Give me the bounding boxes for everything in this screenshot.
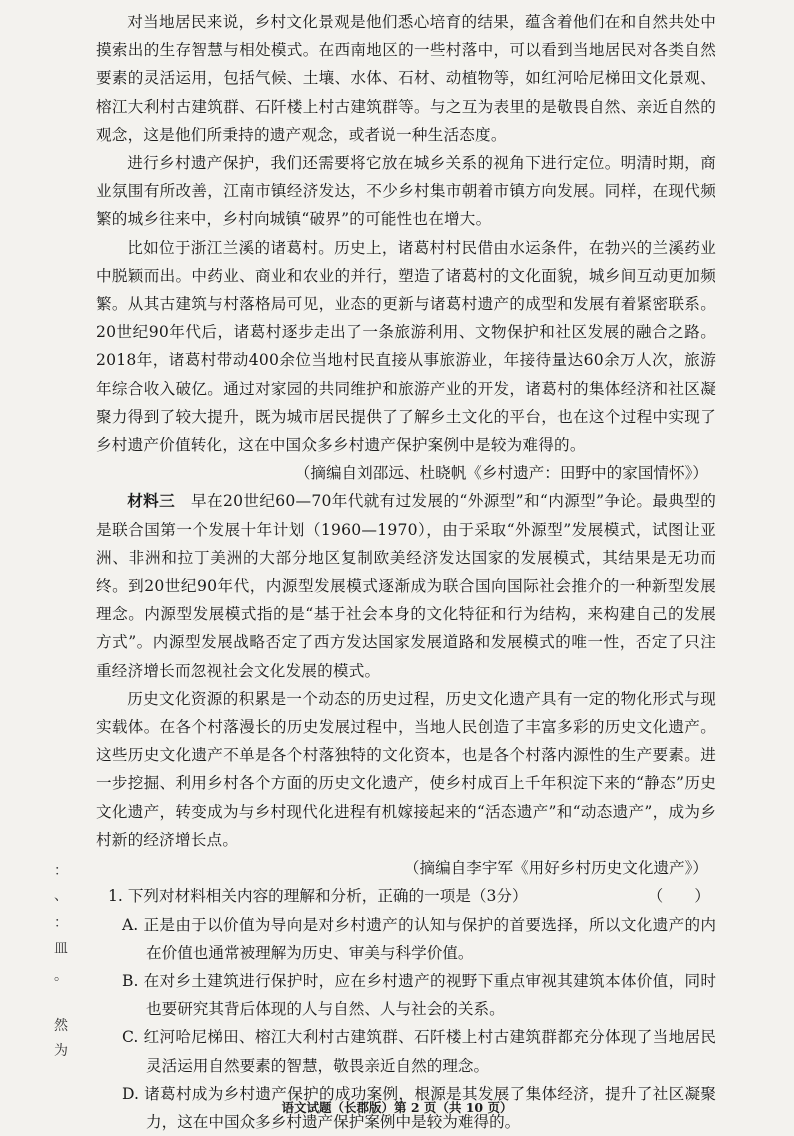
- page-footer: 语文试题（长郡版）第 2 页（共 10 页）: [281, 1100, 513, 1115]
- paragraph: 对当地居民来说，乡村文化景观是他们悉心培育的结果，蕴含着他们在和自然共处中摸索出的生存智慧与相处模式。在西南地区的一些村落中，可以看到当地居民对各类自然要素的灵活运用，包括气候、土壤、水体、石材、动植物等，如红河哈尼梯田文化景观、榕江大利村古建筑群、石阡楼上村古建筑群等。与之互为表里的是敬畏自然、亲近自然的观念，这是他们所秉持的遗产观念，或者说一种生活态度。: [96, 13, 716, 144]
- margin-mark: ：: [54, 863, 68, 879]
- exam-page: [96, 8, 716, 1136]
- source-citation: （摘编自刘邵远、杜晓帆《乡村遗产：田野中的家国情怀》）: [294, 464, 708, 483]
- margin-mark: 为: [54, 1043, 68, 1059]
- margin-mark: 。: [54, 968, 68, 984]
- option-a[interactable]: A. 正是由于以价值为导向是对乡村遗产的认知与保护的首要选择，所以文化遗产的内在价值也通常被理解为历史、审美与科学价值。: [122, 915, 716, 962]
- source-citation: （摘编自李宇军《用好乡村历史文化遗产》）: [403, 859, 708, 878]
- margin-mark: 、: [54, 888, 68, 904]
- material-three-paragraph: [96, 487, 716, 684]
- option-c[interactable]: C. 红河哈尼梯田、榕江大利村古建筑群、石阡楼上村古建筑群都充分体现了当地居民灵活运用自然要素的智慧，敬畏亲近自然的理念。: [122, 1028, 716, 1075]
- answer-bracket[interactable]: （ ）: [647, 887, 710, 906]
- question-stem: 1. 下列对材料相关内容的理解和分析，正确的一项是（3分）: [108, 887, 528, 906]
- material-text: 早在20世纪60—70年代就有过发展的“外源型”和“内源型”争论。最典型的是联合国第一个发展十年计划（1960—1970），由于采取“外源型”发展模式，试图让亚洲、非洲和拉丁美洲的大部分地区复制欧美经济发达国家的发展模式，其结果是无功而终。到20世纪90年代，内源型发展模式逐渐成为联合国向国际社会推介的一种新型发展理念。内源型发展模式指的是“基于社会本身的文化特征和行为结构，来构建自己的发展方式”。内源型发展战略否定了西方发达国家发展道路和发展模式的唯一性，否定了只注重经济增长而忽视社会文化发展的模式。: [96, 492, 717, 680]
- margin-mark: 然: [54, 1018, 68, 1034]
- material-label: 材料三: [127, 491, 176, 511]
- paragraph: 比如位于浙江兰溪的诸葛村。历史上，诸葛村村民借由水运条件，在勃兴的兰溪药业中脱颖而出。中药业、商业和农业的并行，塑造了诸葛村的文化面貌，城乡间互动更加频繁。从其古建筑与村落格局可见，业态的更新与诸葛村遗产的成型和发展有着紧密联系。20世纪90年代后，诸葛村逐步走出了一条旅游利用、文物保护和社区发展的融合之路。2018年，诸葛村带动400余位当地村民直接从事旅游业，年接待量达60余万人次，旅游年综合收入破亿。通过对家园的共同维护和旅游产业的开发，诸葛村的集体经济和社区凝聚力得到了较大提升，既为城市居民提供了了解乡土文化的平台，也在这个过程中实现了乡村遗产价值转化，这在中国众多乡村遗产保护案例中是较为难得的。: [96, 238, 716, 455]
- question: [96, 882, 716, 910]
- margin-mark: ：: [54, 915, 68, 931]
- paragraph: 历史文化资源的积累是一个动态的历史过程，历史文化遗产具有一定的物化形式与现实载体。在各个村落漫长的历史发展过程中，当地人民创造了丰富多彩的历史文化遗产。这些历史文化遗产不单是各个村落独特的文化资本，也是各个村落内源性的生产要素。进一步挖掘、利用乡村各个方面的历史文化遗产，使乡村成百上千年积淀下来的“静态”历史文化遗产，转变成为与乡村现代化进程有机嫁接起来的“活态遗产”和“动态遗产”，成为乡村新的经济增长点。: [96, 689, 716, 849]
- option-d[interactable]: D. 诸葛村成为乡村遗产保护的成功案例，根源是其发展了集体经济，提升了社区凝聚力，这在中国众多乡村遗产保护案例中是较为难得的。: [122, 1084, 716, 1131]
- option-b[interactable]: B. 在对乡土建筑进行保护时，应在乡村遗产的视野下重点审视其建筑本体价值，同时也要研究其背后体现的人与自然、人与社会的关系。: [122, 971, 716, 1019]
- margin-mark: 皿: [54, 941, 68, 957]
- paragraph: 进行乡村遗产保护，我们还需要将它放在城乡关系的视角下进行定位。明清时期，商业氛围有所改善，江南市镇经济发达，不少乡村集市朝着市镇方向发展。同样，在现代频繁的城乡往来中，乡村向城镇“破界”的可能性也在增大。: [96, 154, 716, 229]
